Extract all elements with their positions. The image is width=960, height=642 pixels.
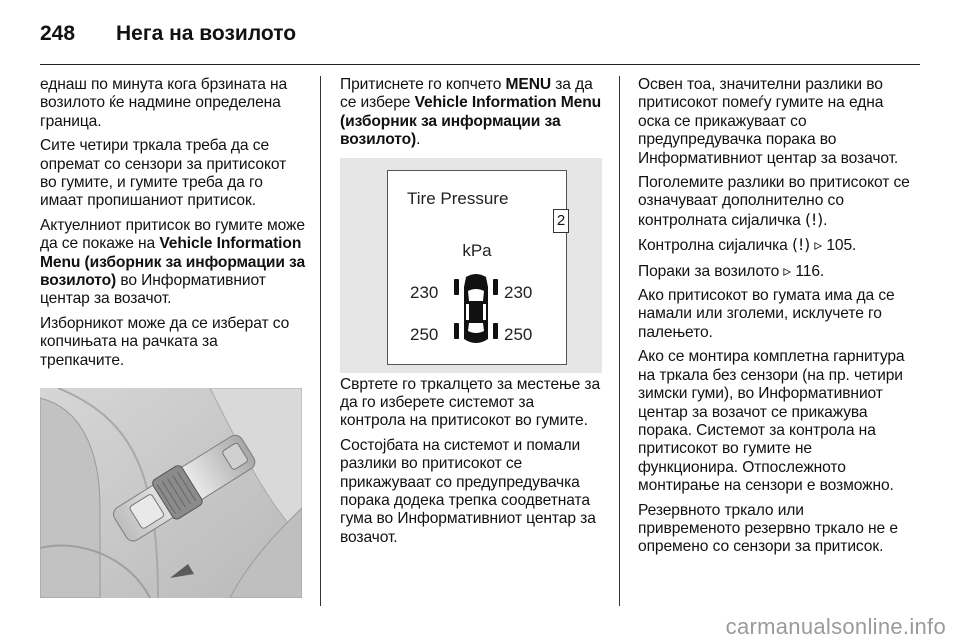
col2-paragraph-2: Свртете го тркалцето за местење за да го изберете системот за контрола на притисокот во гумите. [340,375,601,430]
text-span: Актуелниот притисок во гумите може да се покаже на [40,216,305,253]
tpms-warning-lamp-icon: (!) [805,210,824,229]
col1-paragraph-4: Изборникот може да се изберат со копчињата на рачката за трепкачите. [40,314,290,369]
col3-paragraph-1: Освен тоа, значителни разлики во притисокот помеѓу гумите на една оска се прикажуваат со предупредувачка порака во Информативниот центар за возачот. [638,76,899,167]
col3-paragraph-6: Ако се монтира комплетна гарнитура на тркала без сензори (на пр. четири зимски гуми), во Информативниот центар за возачот се прикажува порака. Системот за контрола на притисокот во гумите не функционира. Отпослежното монтирање на сензори е возможно. [638,348,905,495]
front-right-pressure: 230 [504,283,533,302]
text-span: . [416,131,421,149]
pressure-unit: kPa [462,241,492,260]
watermark: carmanualsonline.info [725,614,946,639]
text-span: . [823,211,828,229]
col3-paragraph-3 [638,236,910,255]
tire-pressure-display-illustration [340,158,602,373]
text-span: Контролна сијаличка [638,237,792,255]
text-span: . [819,262,825,280]
column-divider-1 [320,76,321,606]
col3-paragraph-7: Резервното тркало или привременото резервно тркало не е опремено со сензори за притисок. [638,501,898,556]
column-divider-2 [619,76,620,606]
text-span: за да се избере [340,76,593,112]
menu-name-bold: Vehicle Information Menu (изборник за информации за возилото) [40,235,306,290]
page-indicator: 2 [553,209,569,233]
col3-paragraph-2 [638,174,910,230]
col1-paragraph-2: Сите четири тркала треба да се опремат со сензори за притисокот во гумите, и гумите треба да го имаат пропишаниот притисок. [40,137,287,210]
text-span: Пораки за возилото [638,262,784,280]
column-3 [638,76,910,563]
rear-right-pressure: 250 [504,325,533,344]
col1-paragraph-3 [40,217,306,309]
col3-paragraph-4 [638,262,910,281]
page-number: 248 [40,22,76,45]
text-span: Поголемите разлики во притисокот се означуваат дополнително со контролната сијаличка [638,174,910,229]
page-reference-arrow-icon: ▹ [783,261,792,280]
menu-name-bold: Vehicle Information Menu (изборник за информации за возилото) [340,94,602,149]
display-screen [387,170,567,365]
page-header [40,14,296,54]
text-span: во Информативниот центар за возачот. [40,272,266,308]
col2-paragraph-3: Состојбата на системот и помали разлики во притисокот се прикажуваат со предупредувачка порака додека трепка соодветната гума во Информативниот центар за возачот. [340,436,596,546]
text-span: . [852,237,857,255]
column-1 [40,76,306,376]
page-title: Нега на возилото [116,22,297,45]
front-left-pressure: 230 [410,283,439,302]
header-rule [40,64,920,65]
turn-signal-stalk-illustration [40,388,302,598]
page-reference-link[interactable]: 116 [795,262,820,280]
col3-paragraph-5: Ако притисокот во гумата има да се намали или зголеми, исклучете го палењето. [638,287,895,341]
stalk-drawing [40,388,302,598]
col1-paragraph-1: еднаш по минута кога брзината на возилото ќе надмине определена граница. [40,76,288,130]
page-reference-arrow-icon: ▹ [814,236,823,255]
display-title: Tire Pressure [407,189,509,208]
tpms-warning-lamp-icon: (!) [791,236,811,255]
page-reference-link[interactable]: 105 [826,237,853,255]
car-top-view-icon [454,273,498,349]
text-span: Притиснете го копчето [340,76,506,93]
rear-left-pressure: 250 [410,325,439,344]
menu-button-label: MENU [505,76,552,93]
col2-paragraph-1 [340,76,602,150]
